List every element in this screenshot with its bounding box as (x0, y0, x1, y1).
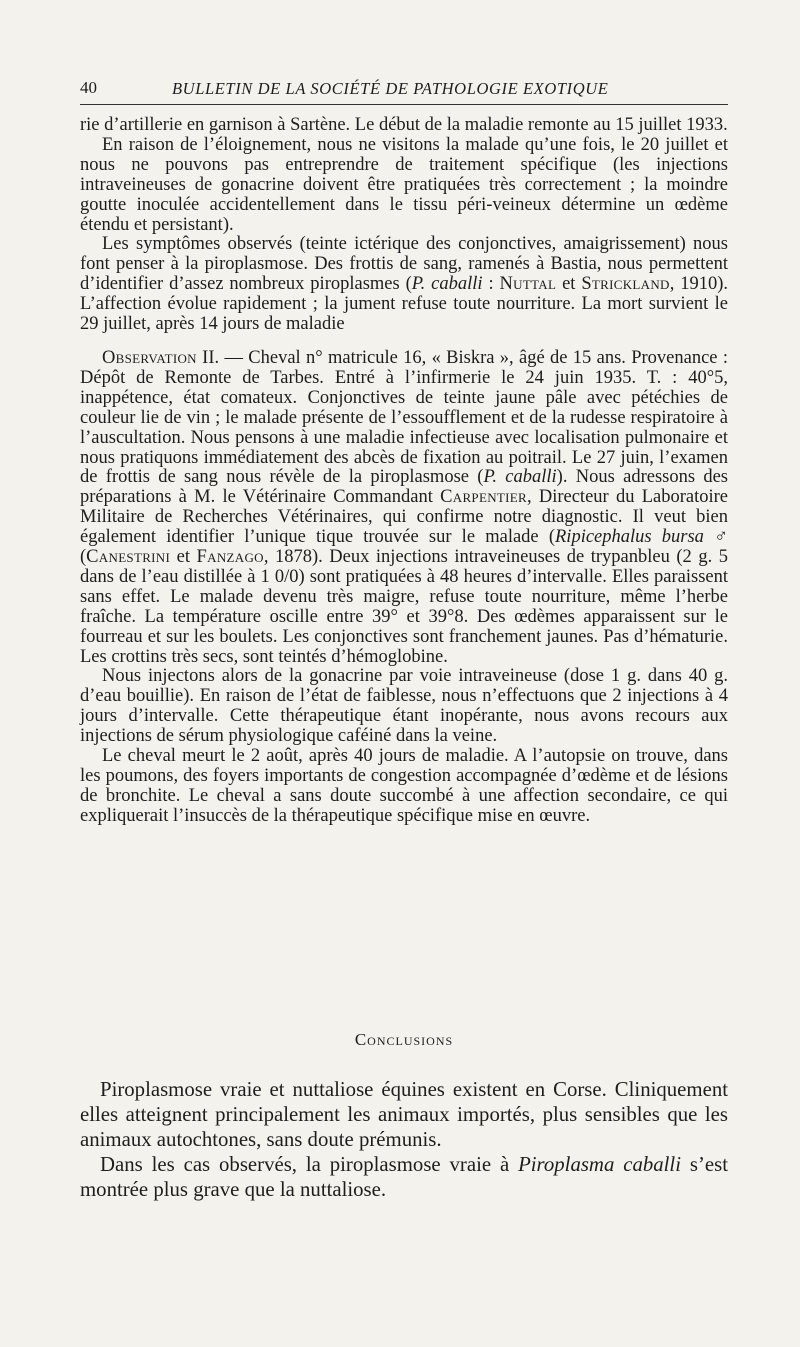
author-name: Carpentier (440, 487, 527, 508)
paragraph-outcome: Le cheval meurt le 2 août, après 40 jours de maladie. A l’autopsie on trouve, dans les poumons, des foyers importants de congestion accompagnée d’œdème et de lésions de bronchite. Le cheval a sans doute succombé à une affection secondaire, ce qui expliquerait l’insuccès de la thérapeutique spécifique mise en œuvre. (80, 746, 728, 826)
conclusions-heading: Conclusions (354, 1030, 454, 1049)
running-title: BULLETIN DE LA SOCIÉTÉ DE PATHOLOGIE EXOTIQUE (172, 79, 609, 98)
author-name: Canestrini (86, 547, 171, 568)
header-rule (80, 104, 728, 105)
observation-label: Observation (102, 347, 197, 368)
author-name: Strickland (581, 274, 670, 295)
species-name: P. caballi (411, 274, 483, 295)
species-name: Piroplasma caballi (518, 1153, 681, 1176)
paragraph-gonacrine: Nous injectons alors de la gonacrine par voie intraveineuse (dose 1 g. dans 40 g. d’eau bouillie). En raison de l’état de faiblesse, nous n’effectuons que 2 injections à 4 jours d’intervalle. Cette thérapeutique étant inopérante, nous avons recours aux injections de sérum physiologique caféiné dans la veine. (80, 666, 728, 747)
conclusion-paragraph: Dans les cas observés, la piroplasmose vraie à Piroplasma caballi s’est montrée plus grave que la nuttaliose. (80, 1153, 728, 1201)
paragraph-symptoms: Les symptômes observés (teinte ictérique des conjonctives, amaigrissement) nous font penser à la piroplasmose. Des frottis de sang, ramenés à Bastia, nous permettent d’identifier d’assez nombreux piroplasmes (P. caballi : Nuttal et Strickland, 1910). L’affection évolue rapidement ; la jument refuse toute nourriture. La mort survient le 29 juillet, après 14 jours de maladie (80, 234, 729, 335)
tick-species-name: Ripicephalus bursa (555, 527, 704, 548)
author-name: Fanzago (196, 547, 264, 568)
male-symbol: ♂ (703, 527, 729, 548)
conclusions-text (80, 1077, 728, 1202)
paragraph-treatment: En raison de l’éloignement, nous ne visitons la malade qu’une fois, le 20 juillet et nous ne pouvons pas entreprendre de traitement spécifique (les injections intraveineuses de gonacrine doivent être pratiquées très correctement ; la moindre goutte inoculée accidentellement dans le tissu péri-veineux détermine un œdème étendu et persistant). (80, 134, 728, 235)
paragraph-observation-ii: Observation II. — Cheval n° matricule 16, « Biskra », âgé de 15 ans. Provenance : Dépôt de Remonte de Tarbes. Entré à l’infirmerie le 24 juin 1935. T. : 40°5, inappétence, état comateux. Conjonctives de teinte jaune pâle avec pétéchies de couleur lie de vin ; le malade présente de l’essoufflement et de la rudesse respiratoire à l’auscultation. Nous pensons à une maladie infectieuse avec localisation pulmonaire et nous pratiquons immédiatement des abcès de fixation au poitrail. Le 27 juin, l’examen de frottis de sang nous révèle de la piroplasmose (P. caballi). Nous adressons des préparations à M. le Vétérinaire Commandant Carpentier, Directeur du Laboratoire Militaire de Recherches Vétérinaires, qui confirme notre diagnostic. Il veut bien également identifier l’unique tique trouvée sur le malade (Ripicephalus bursa ♂ (Canestrini et Fanzago, 1878). Deux injections intraveineuses de trypanbleu (2 g. 5 dans de l’eau distillée à 1 0/0) sont pratiquées à 48 heures d’intervalle. Elles paraissent sans effet. Le malade devenu très maigre, refuse toute nourriture, même l’herbe fraîche. La température oscille entre 39° et 39°8. Des œdèmes apparaissent sur le fourreau et sur les boulets. Les conjonctives sont franchement jaunes. Pas d’hématurie. Les crottins très secs, sont teintés d’hémoglobine. (80, 347, 729, 667)
running-header (80, 78, 730, 104)
paragraph-case-start: rie d’artillerie en garnison à Sartène. Le début de la maladie remonte au 15 juillet 1933. (80, 115, 728, 135)
page-number: 40 (80, 78, 97, 97)
article-body (80, 116, 728, 827)
author-name: Nuttal (499, 274, 557, 295)
conclusion-paragraph: Piroplasmose vraie et nuttaliose équines existent en Corse. Cliniquement elles atteignent principalement les animaux importés, plus sensibles que les animaux autochtones, sans doute prémunis. (80, 1078, 728, 1151)
species-name: P. caballi (483, 467, 557, 488)
